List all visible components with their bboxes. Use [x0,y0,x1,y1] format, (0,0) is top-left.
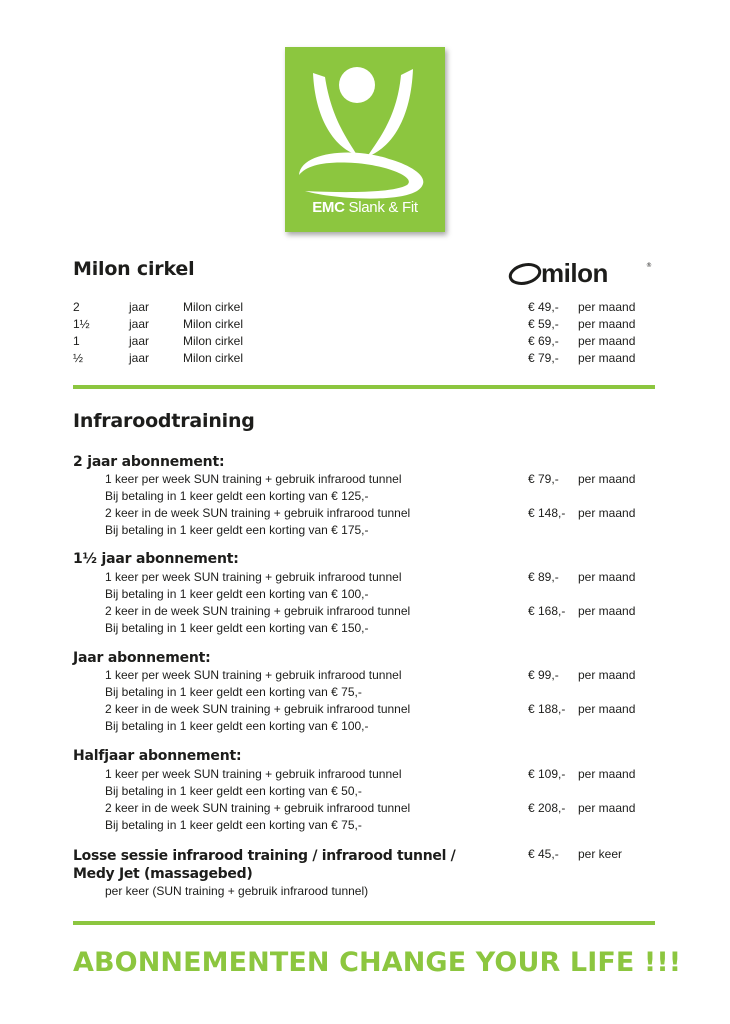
subscription-heading: 1½ jaar abonnement: [73,551,239,567]
emc-logo-text: EMC Slank & Fit [312,199,418,216]
discount-line: Bij betaling in 1 keer geldt een korting van € 175,- [105,523,369,537]
subscription-line: 2 keer in de week SUN training + gebruik infrarood tunnel € 168,- per maand [105,604,636,618]
discount-line: Bij betaling in 1 keer geldt een korting van € 150,- [105,621,369,635]
discount-line: Bij betaling in 1 keer geldt een korting van € 75,- [105,685,362,699]
discount-line: Bij betaling in 1 keer geldt een korting van € 50,- [105,784,362,798]
milon-row: 2 jaar Milon cirkel € 49,- per maand [73,300,636,314]
milon-logo-word: milon [541,258,608,288]
subscription-heading: 2 jaar abonnement: [73,454,225,470]
discount-line: Bij betaling in 1 keer geldt een korting van € 125,- [105,489,369,503]
discount-line: Bij betaling in 1 keer geldt een korting van € 100,- [105,719,369,733]
section-divider [73,385,655,389]
discount-line: Bij betaling in 1 keer geldt een korting van € 75,- [105,818,362,832]
subscription-heading: Jaar abonnement: [73,650,211,666]
milon-row: 1 jaar Milon cirkel € 69,- per maand [73,334,636,348]
subscription-line: 1 keer per week SUN training + gebruik infrarood tunnel € 99,- per maand [105,668,636,682]
milon-section-title: Milon cirkel [73,258,195,280]
slogan: ABONNEMENTEN CHANGE YOUR LIFE !!! [73,947,682,978]
milon-row: 1½ jaar Milon cirkel € 59,- per maand [73,317,636,331]
emc-logo [285,47,445,232]
milon-row: ½ jaar Milon cirkel € 79,- per maand [73,351,636,365]
single-session-note: per keer (SUN training + gebruik infrarood tunnel) [105,884,369,898]
subscription-line: 2 keer in de week SUN training + gebruik infrarood tunnel € 148,- per maand [105,506,636,520]
discount-line: Bij betaling in 1 keer geldt een korting van € 100,- [105,587,369,601]
infrarood-section-title: Infraroodtraining [73,410,255,432]
single-session-heading: Losse sessie infrarood training / infrarood tunnel / Medy Jet (massagebed) [73,848,456,882]
milon-logo-mark: ® [646,262,652,269]
subscription-heading: Halfjaar abonnement: [73,748,242,764]
milon-logo [508,258,652,291]
subscription-line: 2 keer in de week SUN training + gebruik infrarood tunnel € 188,- per maand [105,702,636,716]
milon-swoosh-icon [508,261,544,287]
section-divider [73,921,655,925]
subscription-line: 1 keer per week SUN training + gebruik infrarood tunnel € 89,- per maand [105,570,636,584]
subscription-line: 1 keer per week SUN training + gebruik infrarood tunnel € 79,- per maand [105,472,636,486]
subscription-line: 1 keer per week SUN training + gebruik infrarood tunnel € 109,- per maand [105,767,636,781]
single-session-price-row: € 45,- per keer [528,847,623,861]
subscription-line: 2 keer in de week SUN training + gebruik infrarood tunnel € 208,- per maand [105,801,636,815]
